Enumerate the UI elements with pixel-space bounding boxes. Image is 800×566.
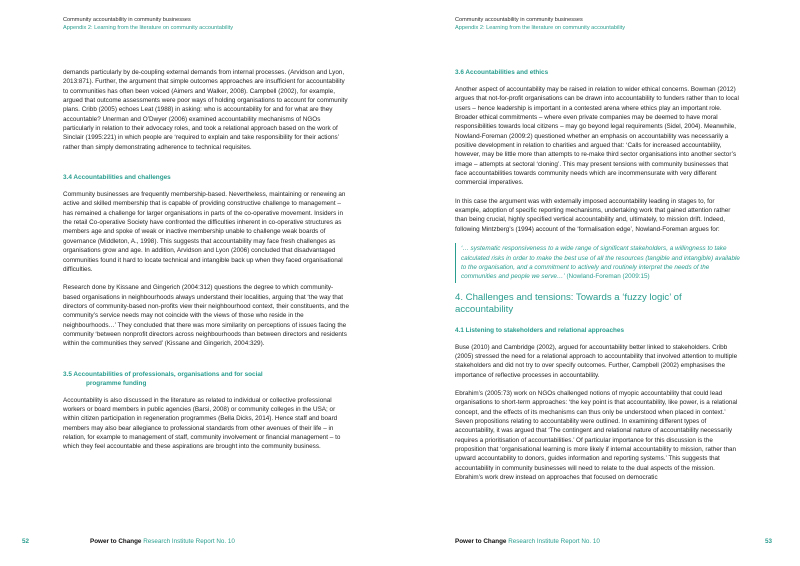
paragraph-intro: demands particularly by de-coupling external demands from internal processes. (Arvidson and Lyon, 2013:871). Further, the argument that simple outcomes approaches are insufficient for accountability to communities has often been voiced (Aimers and Walker, 2008). Campbell (2002), for example, argued that outcome assessments were poor ways of holding organisations to account for community plans. Cribb (2005) echoes Leat (1988) in asking: who is accountability for and for what are they accountable? Unerman and O’Dwyer (2006) examined accountability mechanisms of NGOs particularly in relation to their advocacy roles, and took a relational approach based on the work of Sinclair (1995:221) in which people are ‘required to explain and take responsibility for their actions’ rather than simply demonstrating adherence to technical requisites. [63,69,348,151]
pull-quote [455,243,741,282]
brand-name: Power to Change [455,538,507,545]
page-number: 52 [22,538,30,545]
heading-3-5-line-1: 3.5 Accountabilities of professionals, organisations and for social [63,370,263,378]
paragraph-3-4-b: Research done by Kissane and Gingerich (2004:312) questions the degree to which community-based organisations in neighbourhoods always understand their localities, arguing that ‘the way that directors of community-based non-profits view their neighbourhood context, their constituents, and the community’s service needs may not coincide with the views of those who reside in the neighbourhoods…’ They concluded that there was more similarity on perceptions of issues facing the community ‘between nonprofit directors across neighbourhoods than between directors and residents within the communities they served’ (Kissane and Gingerich, 2004:329). [63,284,349,348]
paragraph-3-5: Accountability is also discussed in the literature as related to individual or collective professional workers or board members in public agencies (Barsi, 2008) or community colleges in the USA; or within citizen participation in regeneration programmes (Bella Dicks, 2014). Hence staff and board members may also bear allegiance to professional standards from other avenues of their life – in relation, for example to management of staff, community involvement or financial management – to which they feel accountable and these aspirations are brought into the community business. [63,396,341,451]
heading-3-5-line-2: programme funding [86,379,147,387]
report-series: Research Institute Report No. 10 [508,538,600,545]
report-label [455,538,600,546]
heading-3-6: 3.6 Accountabilities and ethics [455,69,549,76]
running-header-title: Community accountability in community businesses [455,17,583,23]
heading-4-1: 4.1 Listening to stakeholders and relational approaches [455,326,625,334]
brand-name: Power to Change [90,538,142,545]
right-body-column [455,68,741,491]
running-header-subtitle: Appendix 2: Learning from the literature on community accountability [455,24,626,31]
paragraph-3-6-a: Another aspect of accountability may be raised in relation to wider ethical concerns. Bowman (2012) argues that not-for-profit organisations can be drawn into accountability to funders rather than to local users – hence leadership is important in a contested arena where ethics play an important role. Broader ethical commitments – where even private companies may be deemed to have moral responsibilities towards local citizens – may go beyond legal requirements (Sidel, 2004). Meanwhile, Nowland-Foreman (2009:2) questioned whether an emphasis on accountability was necessarily a positive development in relation to charities and argued that: ‘Calls for increased accountability, however, may be little more than attempts to re-make third sector organisations into another sector’s image – attempts at sectoral ‘cloning’. This may present tensions with community businesses that face accountabilities towards community needs which are incommensurate with very different commercial imperatives. [455,86,739,187]
quote-citation: (Nowland-Foreman (2009:15) [566,273,650,281]
paragraph-4-1-a: Buse (2010) and Cambridge (2002), argued for accountability better linked to stakeholders. Cribb (2005) stressed the need for a relational approach to accountability that involved attention to multiple stakeholders and did not try to over specify outcomes. Further, Campbell (2002) emphasises the importance of reflective processes in accountability. [455,343,738,379]
running-header [63,17,233,32]
left-body-column [63,68,349,461]
heading-3-5 [63,370,349,388]
right-page [400,0,800,566]
running-header-subtitle: Appendix 2: Learning from the literature on community accountability [63,24,234,31]
heading-3-4: 3.4 Accountabilities and challenges [63,174,171,182]
heading-chapter-4: 4. Challenges and tensions: Towards a ‘fuzzy logic’ of accountability [455,291,682,315]
paragraph-4-1-b: Ebrahim’s (2005:73) work on NGOs challenged notions of myopic accountability that could lead organisations to short-term approaches: ‘the key point is that accountability, like power, is a relational concept, and the effects of its mechanisms can thus only be understood when placed in context.’ Seven propositions relating to accountability were outlined. In examining different types of accountability, it was argued that ‘The contingent and relational nature of accountability necessarily requires a prioritisation of accountabilities.’ Of particular importance for this discussion is the proposition that ‘organisational learning is more likely if internal accountability to mission, rather than upward accountability to donors, guides information and reporting systems.’ This suggests that accountability in community businesses will need to relate to the dual aspects of the mission. Ebrahim’s work drew instead on approaches that focused on democratic [455,389,738,481]
running-header-title: Community accountability in community businesses [63,17,191,23]
running-header [455,17,625,32]
report-series: Research Institute Report No. 10 [143,538,235,545]
quote-text: ‘… systematic responsiveness to a wide range of significant stakeholders, a willingness to take calculated risks in order to make the best use of all the resources (tangible and intangible) available to the organisation, and a commitment to actively and routinely interpret the needs of the communities and people we serve…’ [461,245,740,281]
paragraph-3-6-b: In this case the argument was with externally imposed accountability leading in stages to, for example, adoption of specific reporting mechanisms, undertaking work that gained attention rather than being crucial, highly specified vertical accountability and, ultimately, to mission drift. Indeed, following Mintzberg’s (1994) account of the ‘formalisation edge’, Nowland-Foreman argues for: [455,197,731,233]
page-number: 53 [765,538,773,545]
paragraph-3-4-a: Community businesses are frequently membership-based. Nevertheless, maintaining or renewing an active and skilled membership that is capable of providing constructive challenge to management – has remained a challenge for larger organisations in parts of the co-operative movement. Insiders in the retail Co-operative Society have confronted the difficulties inherent in co-operative structures as members age and spoke of weak or inactive membership unable to challenge weak boards of governance (Middleton, A., 1998). This suggests that accountability may face fresh challenges as organisations grow and age. In addition, Arvidson and Lyon (2006) concluded that disadvantaged communities found it hard to locate technical and intangible back up when they faced organisational difficulties. [63,191,346,273]
report-label [90,538,235,546]
